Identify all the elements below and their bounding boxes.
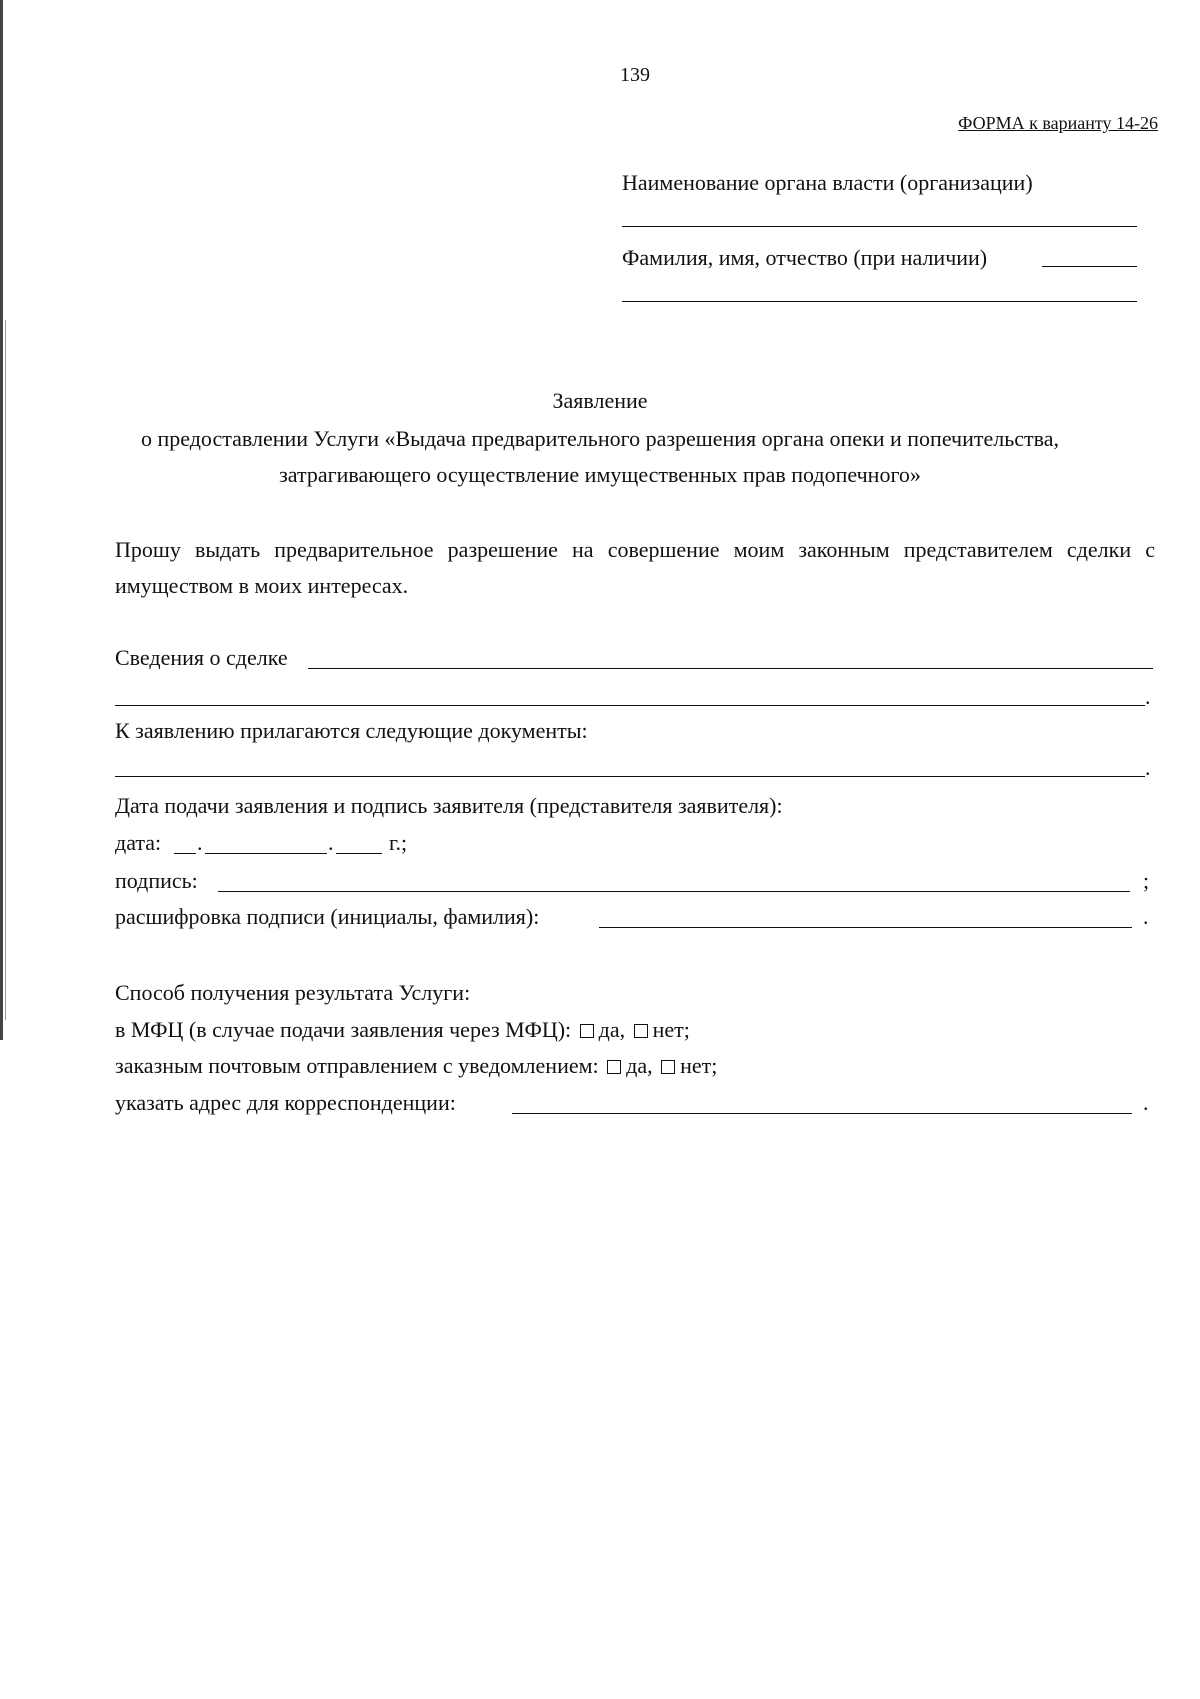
page-number: 139: [620, 64, 650, 86]
attachments-label: К заявлению прилагаются следующие документы:: [115, 718, 588, 743]
result-method-heading: Способ получения результата Услуги:: [115, 980, 471, 1005]
request-paragraph: Прошу выдать предварительное разрешение на совершение моим законным представителем сделки с имуществом в моих интересах.: [115, 537, 1155, 598]
date-day-field[interactable]: [174, 853, 196, 854]
signature-heading: Дата подачи заявления и подпись заявителя (представителя заявителя):: [115, 793, 783, 818]
fio-field-short[interactable]: [1042, 266, 1137, 267]
result-mail-row: [115, 1053, 717, 1079]
mail-yes-option[interactable]: [604, 1053, 652, 1078]
signature-decode-label: расшифровка подписи (инициалы, фамилия):: [115, 904, 540, 929]
mfc-no-checkbox[interactable]: [634, 1024, 648, 1038]
mfc-yes-option[interactable]: [577, 1017, 625, 1042]
mfc-no-label: нет;: [652, 1017, 690, 1042]
fio-label: Фамилия, имя, отчество (при наличии): [622, 245, 988, 270]
mail-no-label: нет;: [680, 1053, 718, 1078]
fio-field[interactable]: [622, 301, 1137, 302]
deal-label: Сведения о сделке: [115, 645, 288, 670]
result-mail-label: заказным почтовым отправлением с уведомлением:: [115, 1053, 599, 1078]
date-sep-1: .: [197, 830, 203, 855]
date-year-field[interactable]: [336, 853, 382, 854]
date-sep-2: .: [328, 830, 334, 855]
org-name-label: Наименование органа власти (организации): [622, 170, 1033, 195]
form-reference: ФОРМА к варианту 14-26: [958, 113, 1158, 133]
address-end: .: [1143, 1090, 1149, 1115]
signature-decode-field[interactable]: [599, 927, 1132, 928]
document-title: Заявление: [552, 388, 648, 413]
mail-no-checkbox[interactable]: [661, 1060, 675, 1074]
result-mfc-row: [115, 1017, 690, 1043]
address-field[interactable]: [512, 1113, 1132, 1114]
attachments-end: .: [1145, 755, 1151, 780]
deal-field[interactable]: [308, 668, 1153, 669]
document-subtitle-line2: затрагивающего осуществление имущественных прав подопечного»: [279, 462, 921, 487]
date-suffix: г.;: [389, 830, 408, 855]
org-name-field[interactable]: [622, 226, 1137, 227]
result-mfc-label: в МФЦ (в случае подачи заявления через МФЦ):: [115, 1017, 572, 1042]
document-subtitle-line1: о предоставлении Услуги «Выдача предварительного разрешения органа опеки и попечительства,: [140, 426, 1060, 451]
scan-edge-secondary: [5, 320, 6, 1020]
deal-field-line2[interactable]: [115, 705, 1145, 706]
scan-edge: [0, 0, 3, 1040]
mfc-no-option[interactable]: [631, 1017, 690, 1042]
date-month-field[interactable]: [205, 853, 327, 854]
deal-end: .: [1145, 684, 1151, 709]
address-label: указать адрес для корреспонденции:: [115, 1090, 456, 1115]
attachments-field[interactable]: [115, 776, 1145, 777]
mfc-yes-checkbox[interactable]: [580, 1024, 594, 1038]
signature-end: ;: [1143, 868, 1150, 893]
mail-no-option[interactable]: [658, 1053, 717, 1078]
date-label: дата:: [115, 830, 162, 855]
signature-label: подпись:: [115, 868, 198, 893]
mail-yes-checkbox[interactable]: [607, 1060, 621, 1074]
signature-field[interactable]: [218, 891, 1130, 892]
signature-decode-end: .: [1143, 904, 1149, 929]
mfc-yes-label: да,: [598, 1017, 626, 1042]
mail-yes-label: да,: [626, 1053, 653, 1078]
